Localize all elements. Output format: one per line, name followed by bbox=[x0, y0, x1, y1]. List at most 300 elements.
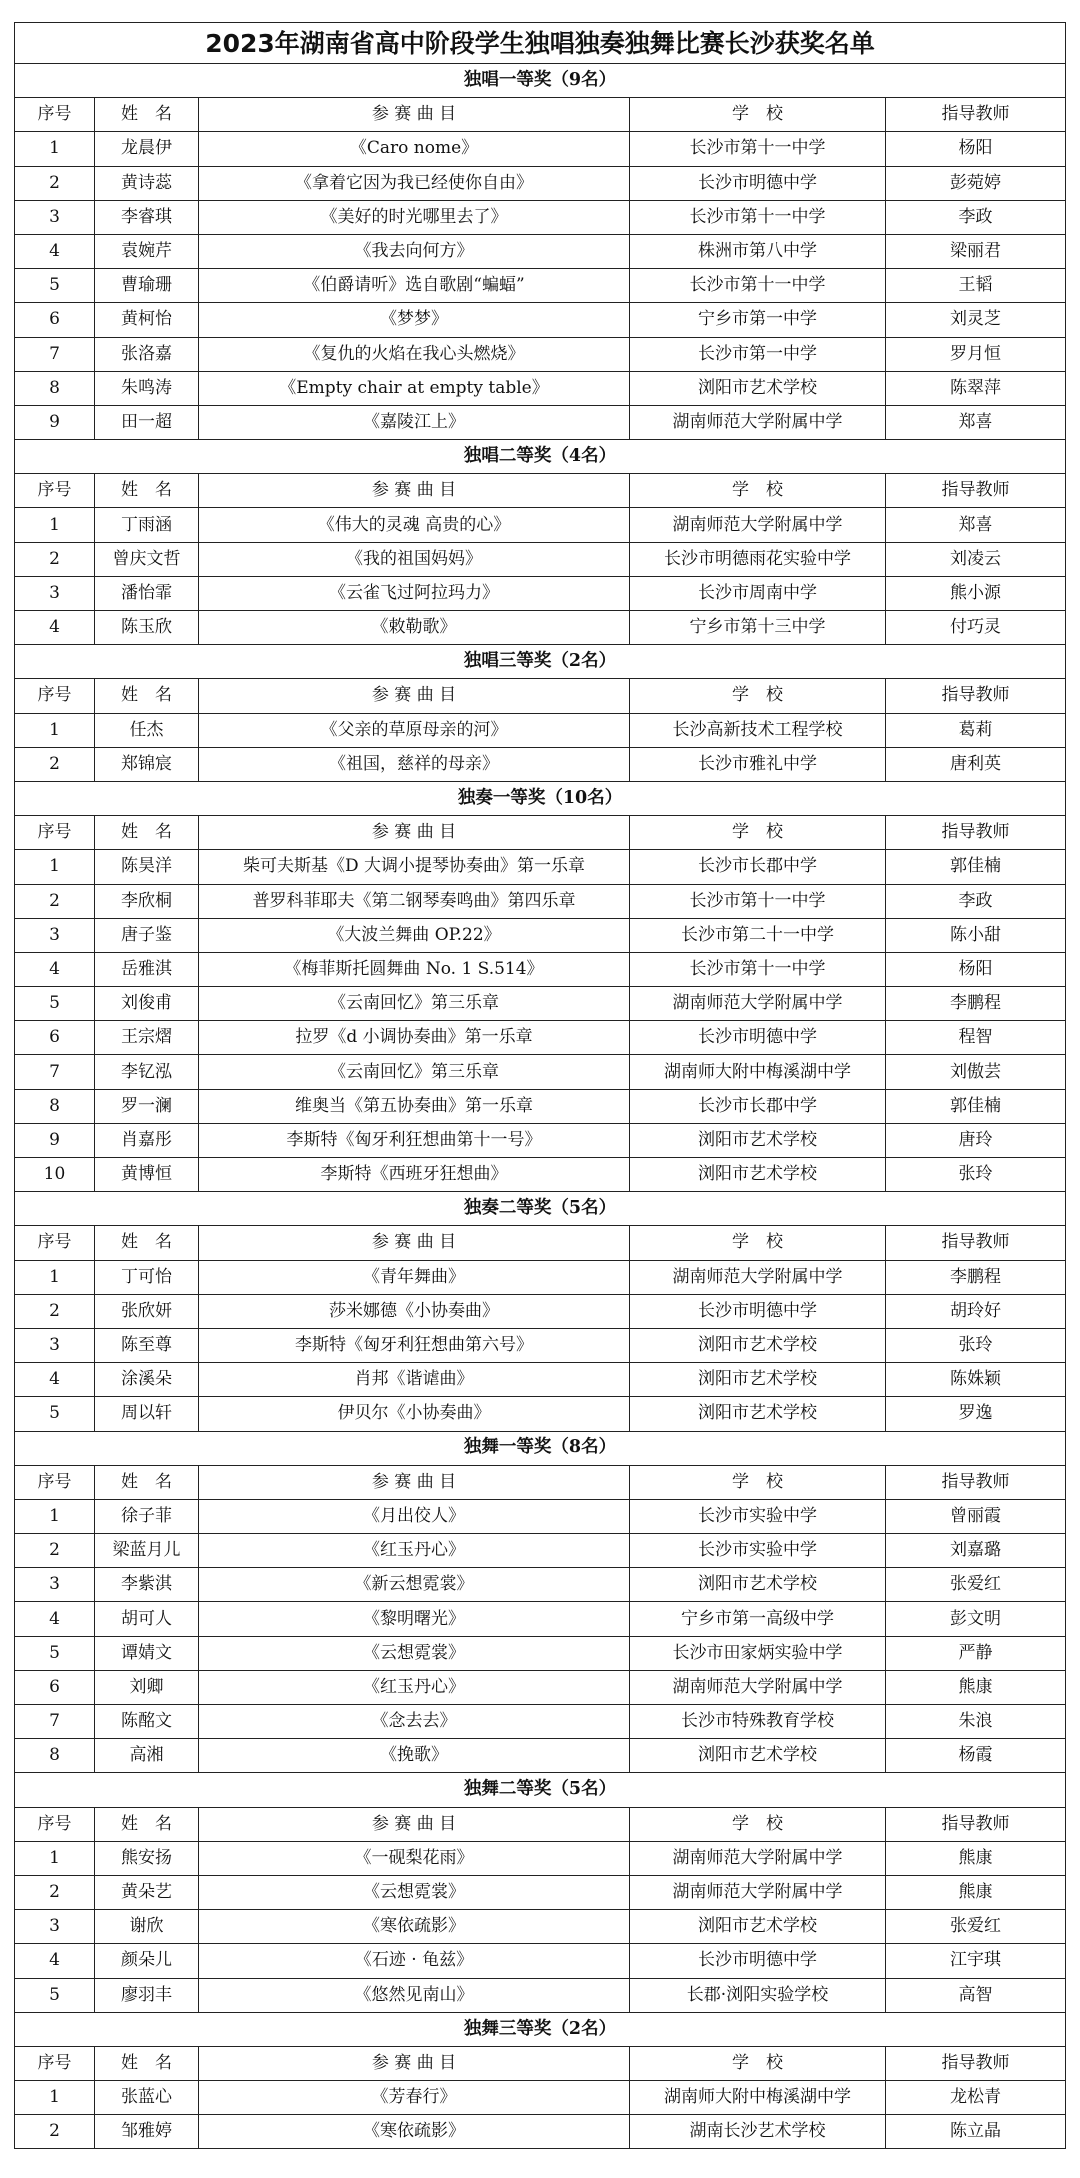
rank-cell: 2 bbox=[15, 542, 95, 576]
name-cell: 熊安扬 bbox=[95, 1841, 199, 1875]
piece-cell: 《红玉丹心》 bbox=[199, 1534, 630, 1568]
header-name: 姓 名 bbox=[95, 2046, 199, 2080]
rank-cell: 3 bbox=[15, 200, 95, 234]
table-row bbox=[15, 542, 1066, 576]
school-cell: 长沙市第十一中学 bbox=[630, 200, 886, 234]
school-cell: 浏阳市艺术学校 bbox=[630, 1328, 886, 1362]
section-heading: 独唱一等奖（9名） bbox=[15, 64, 1066, 98]
header-name: 姓 名 bbox=[95, 1226, 199, 1260]
rank-cell: 3 bbox=[15, 918, 95, 952]
piece-cell: 李斯特《匈牙利狂想曲第十一号》 bbox=[199, 1123, 630, 1157]
header-name: 姓 名 bbox=[95, 1465, 199, 1499]
piece-cell: 《云南回忆》第三乐章 bbox=[199, 987, 630, 1021]
header-teacher: 指导教师 bbox=[886, 816, 1066, 850]
rank-cell: 2 bbox=[15, 1875, 95, 1909]
piece-cell: 《Caro nome》 bbox=[199, 132, 630, 166]
title-row bbox=[15, 23, 1066, 64]
name-cell: 颜朵儿 bbox=[95, 1944, 199, 1978]
piece-cell: 《祖国，慈祥的母亲》 bbox=[199, 747, 630, 781]
name-cell: 陈玉欣 bbox=[95, 611, 199, 645]
teacher-cell: 梁丽君 bbox=[886, 234, 1066, 268]
header-rank: 序号 bbox=[15, 1226, 95, 1260]
piece-cell: 《挽歌》 bbox=[199, 1739, 630, 1773]
table-row bbox=[15, 200, 1066, 234]
teacher-cell: 郭佳楠 bbox=[886, 850, 1066, 884]
section-heading: 独舞二等奖（5名） bbox=[15, 1773, 1066, 1807]
table-row bbox=[15, 1568, 1066, 1602]
header-teacher: 指导教师 bbox=[886, 2046, 1066, 2080]
name-cell: 黄柯怡 bbox=[95, 303, 199, 337]
piece-cell: 《悠然见南山》 bbox=[199, 1978, 630, 2012]
name-cell: 徐子菲 bbox=[95, 1499, 199, 1533]
rank-cell: 6 bbox=[15, 303, 95, 337]
school-cell: 长沙市周南中学 bbox=[630, 576, 886, 610]
teacher-cell: 李鹏程 bbox=[886, 987, 1066, 1021]
piece-cell: 伊贝尔《小协奏曲》 bbox=[199, 1397, 630, 1431]
school-cell: 长沙市明德中学 bbox=[630, 1944, 886, 1978]
teacher-cell: 彭文明 bbox=[886, 1602, 1066, 1636]
table-row bbox=[15, 405, 1066, 439]
rank-cell: 1 bbox=[15, 132, 95, 166]
name-cell: 刘卿 bbox=[95, 1670, 199, 1704]
table-row bbox=[15, 303, 1066, 337]
name-cell: 李欣桐 bbox=[95, 884, 199, 918]
teacher-cell: 罗逸 bbox=[886, 1397, 1066, 1431]
rank-cell: 5 bbox=[15, 269, 95, 303]
teacher-cell: 李政 bbox=[886, 200, 1066, 234]
award-table-body bbox=[15, 23, 1066, 2149]
school-cell: 浏阳市艺术学校 bbox=[630, 371, 886, 405]
table-row bbox=[15, 371, 1066, 405]
rank-cell: 8 bbox=[15, 1739, 95, 1773]
teacher-cell: 郑喜 bbox=[886, 405, 1066, 439]
teacher-cell: 李鹏程 bbox=[886, 1260, 1066, 1294]
header-piece: 参 赛 曲 目 bbox=[199, 679, 630, 713]
table-row bbox=[15, 1055, 1066, 1089]
piece-cell: 《寒依疏影》 bbox=[199, 1910, 630, 1944]
teacher-cell: 胡玲好 bbox=[886, 1294, 1066, 1328]
piece-cell: 《云雀飞过阿拉玛力》 bbox=[199, 576, 630, 610]
name-cell: 袁婉芹 bbox=[95, 234, 199, 268]
header-teacher: 指导教师 bbox=[886, 98, 1066, 132]
school-cell: 浏阳市艺术学校 bbox=[630, 1397, 886, 1431]
rank-cell: 3 bbox=[15, 1328, 95, 1362]
teacher-cell: 杨霞 bbox=[886, 1739, 1066, 1773]
piece-cell: 《石迹 · 龟兹》 bbox=[199, 1944, 630, 1978]
section-heading: 独舞一等奖（8名） bbox=[15, 1431, 1066, 1465]
piece-cell: 李斯特《匈牙利狂想曲第六号》 bbox=[199, 1328, 630, 1362]
school-cell: 长沙市第一中学 bbox=[630, 337, 886, 371]
rank-cell: 2 bbox=[15, 2115, 95, 2149]
teacher-cell: 程智 bbox=[886, 1021, 1066, 1055]
table-row bbox=[15, 1534, 1066, 1568]
header-piece: 参 赛 曲 目 bbox=[199, 2046, 630, 2080]
table-row bbox=[15, 1123, 1066, 1157]
teacher-cell: 王韬 bbox=[886, 269, 1066, 303]
name-cell: 肖嘉彤 bbox=[95, 1123, 199, 1157]
school-cell: 湖南师范大学附属中学 bbox=[630, 405, 886, 439]
column-header-row bbox=[15, 1807, 1066, 1841]
header-rank: 序号 bbox=[15, 1465, 95, 1499]
header-piece: 参 赛 曲 目 bbox=[199, 1226, 630, 1260]
school-cell: 长沙市第十一中学 bbox=[630, 132, 886, 166]
school-cell: 长沙市明德中学 bbox=[630, 166, 886, 200]
name-cell: 黄博恒 bbox=[95, 1158, 199, 1192]
rank-cell: 1 bbox=[15, 850, 95, 884]
teacher-cell: 罗月恒 bbox=[886, 337, 1066, 371]
teacher-cell: 严静 bbox=[886, 1636, 1066, 1670]
teacher-cell: 龙松青 bbox=[886, 2081, 1066, 2115]
rank-cell: 1 bbox=[15, 1499, 95, 1533]
name-cell: 张欣妍 bbox=[95, 1294, 199, 1328]
teacher-cell: 高智 bbox=[886, 1978, 1066, 2012]
rank-cell: 1 bbox=[15, 1841, 95, 1875]
header-school: 学 校 bbox=[630, 1807, 886, 1841]
column-header-row bbox=[15, 474, 1066, 508]
school-cell: 长沙高新技术工程学校 bbox=[630, 713, 886, 747]
header-name: 姓 名 bbox=[95, 1807, 199, 1841]
header-rank: 序号 bbox=[15, 816, 95, 850]
table-row bbox=[15, 2115, 1066, 2149]
rank-cell: 7 bbox=[15, 337, 95, 371]
piece-cell: 《青年舞曲》 bbox=[199, 1260, 630, 1294]
rank-cell: 2 bbox=[15, 1534, 95, 1568]
rank-cell: 1 bbox=[15, 508, 95, 542]
piece-cell: 莎米娜德《小协奏曲》 bbox=[199, 1294, 630, 1328]
section-heading: 独唱二等奖（4名） bbox=[15, 440, 1066, 474]
teacher-cell: 郭佳楠 bbox=[886, 1089, 1066, 1123]
rank-cell: 1 bbox=[15, 713, 95, 747]
section-heading: 独唱三等奖（2名） bbox=[15, 645, 1066, 679]
name-cell: 李钇泓 bbox=[95, 1055, 199, 1089]
piece-cell: 《我去向何方》 bbox=[199, 234, 630, 268]
table-row bbox=[15, 1739, 1066, 1773]
column-header-row bbox=[15, 679, 1066, 713]
header-rank: 序号 bbox=[15, 679, 95, 713]
school-cell: 长沙市田家炳实验中学 bbox=[630, 1636, 886, 1670]
rank-cell: 9 bbox=[15, 1123, 95, 1157]
name-cell: 曹瑜珊 bbox=[95, 269, 199, 303]
teacher-cell: 陈立晶 bbox=[886, 2115, 1066, 2149]
piece-cell: 《黎明曙光》 bbox=[199, 1602, 630, 1636]
rank-cell: 7 bbox=[15, 1705, 95, 1739]
teacher-cell: 刘凌云 bbox=[886, 542, 1066, 576]
teacher-cell: 张玲 bbox=[886, 1158, 1066, 1192]
teacher-cell: 刘嘉璐 bbox=[886, 1534, 1066, 1568]
table-row bbox=[15, 508, 1066, 542]
header-name: 姓 名 bbox=[95, 816, 199, 850]
rank-cell: 2 bbox=[15, 884, 95, 918]
table-row bbox=[15, 576, 1066, 610]
header-piece: 参 赛 曲 目 bbox=[199, 1465, 630, 1499]
rank-cell: 9 bbox=[15, 405, 95, 439]
table-row bbox=[15, 850, 1066, 884]
table-row bbox=[15, 1397, 1066, 1431]
header-school: 学 校 bbox=[630, 1226, 886, 1260]
header-teacher: 指导教师 bbox=[886, 1465, 1066, 1499]
table-row bbox=[15, 1363, 1066, 1397]
teacher-cell: 刘灵芝 bbox=[886, 303, 1066, 337]
column-header-row bbox=[15, 2046, 1066, 2080]
column-header-row bbox=[15, 1465, 1066, 1499]
name-cell: 李紫淇 bbox=[95, 1568, 199, 1602]
teacher-cell: 江宇琪 bbox=[886, 1944, 1066, 1978]
school-cell: 浏阳市艺术学校 bbox=[630, 1739, 886, 1773]
table-row bbox=[15, 1944, 1066, 1978]
teacher-cell: 彭菀婷 bbox=[886, 166, 1066, 200]
piece-cell: 《云想霓裳》 bbox=[199, 1636, 630, 1670]
rank-cell: 3 bbox=[15, 1568, 95, 1602]
header-rank: 序号 bbox=[15, 98, 95, 132]
school-cell: 浏阳市艺术学校 bbox=[630, 1910, 886, 1944]
name-cell: 邹雅婷 bbox=[95, 2115, 199, 2149]
teacher-cell: 曾丽霞 bbox=[886, 1499, 1066, 1533]
school-cell: 长沙市实验中学 bbox=[630, 1534, 886, 1568]
column-header-row bbox=[15, 816, 1066, 850]
name-cell: 陈昊洋 bbox=[95, 850, 199, 884]
school-cell: 浏阳市艺术学校 bbox=[630, 1123, 886, 1157]
rank-cell: 5 bbox=[15, 987, 95, 1021]
award-list-document bbox=[14, 22, 1065, 2149]
section-heading: 独奏一等奖（10名） bbox=[15, 781, 1066, 815]
teacher-cell: 杨阳 bbox=[886, 132, 1066, 166]
header-school: 学 校 bbox=[630, 1465, 886, 1499]
table-row bbox=[15, 1841, 1066, 1875]
rank-cell: 7 bbox=[15, 1055, 95, 1089]
school-cell: 长沙市雅礼中学 bbox=[630, 747, 886, 781]
header-name: 姓 名 bbox=[95, 679, 199, 713]
header-teacher: 指导教师 bbox=[886, 679, 1066, 713]
section-heading-row bbox=[15, 1192, 1066, 1226]
name-cell: 郑锦宸 bbox=[95, 747, 199, 781]
piece-cell: 《嘉陵江上》 bbox=[199, 405, 630, 439]
rank-cell: 2 bbox=[15, 1294, 95, 1328]
rank-cell: 4 bbox=[15, 234, 95, 268]
table-row bbox=[15, 987, 1066, 1021]
teacher-cell: 唐利英 bbox=[886, 747, 1066, 781]
section-heading-row bbox=[15, 64, 1066, 98]
name-cell: 陈酩文 bbox=[95, 1705, 199, 1739]
table-row bbox=[15, 1260, 1066, 1294]
rank-cell: 8 bbox=[15, 371, 95, 405]
name-cell: 龙晨伊 bbox=[95, 132, 199, 166]
header-school: 学 校 bbox=[630, 816, 886, 850]
name-cell: 周以轩 bbox=[95, 1397, 199, 1431]
table-row bbox=[15, 1499, 1066, 1533]
rank-cell: 1 bbox=[15, 2081, 95, 2115]
name-cell: 张蓝心 bbox=[95, 2081, 199, 2115]
teacher-cell: 陈翠萍 bbox=[886, 371, 1066, 405]
piece-cell: 《梦梦》 bbox=[199, 303, 630, 337]
section-heading-row bbox=[15, 440, 1066, 474]
header-piece: 参 赛 曲 目 bbox=[199, 98, 630, 132]
school-cell: 湖南师范大学附属中学 bbox=[630, 508, 886, 542]
school-cell: 湖南师范大学附属中学 bbox=[630, 1841, 886, 1875]
name-cell: 罗一澜 bbox=[95, 1089, 199, 1123]
table-row bbox=[15, 713, 1066, 747]
table-row bbox=[15, 234, 1066, 268]
section-heading-row bbox=[15, 781, 1066, 815]
rank-cell: 2 bbox=[15, 747, 95, 781]
section-heading-row bbox=[15, 1773, 1066, 1807]
piece-cell: 普罗科菲耶夫《第二钢琴奏鸣曲》第四乐章 bbox=[199, 884, 630, 918]
table-row bbox=[15, 952, 1066, 986]
piece-cell: 《拿着它因为我已经使你自由》 bbox=[199, 166, 630, 200]
name-cell: 高湘 bbox=[95, 1739, 199, 1773]
piece-cell: 《念去去》 bbox=[199, 1705, 630, 1739]
name-cell: 刘俊甫 bbox=[95, 987, 199, 1021]
piece-cell: 《Empty chair at empty table》 bbox=[199, 371, 630, 405]
column-header-row bbox=[15, 1226, 1066, 1260]
header-school: 学 校 bbox=[630, 679, 886, 713]
piece-cell: 《复仇的火焰在我心头燃烧》 bbox=[199, 337, 630, 371]
teacher-cell: 刘傲芸 bbox=[886, 1055, 1066, 1089]
piece-cell: 《大波兰舞曲 OP.22》 bbox=[199, 918, 630, 952]
table-row bbox=[15, 2081, 1066, 2115]
piece-cell: 《红玉丹心》 bbox=[199, 1670, 630, 1704]
school-cell: 长沙市特殊教育学校 bbox=[630, 1705, 886, 1739]
piece-cell: 《云想霓裳》 bbox=[199, 1875, 630, 1909]
rank-cell: 4 bbox=[15, 611, 95, 645]
school-cell: 长沙市明德中学 bbox=[630, 1021, 886, 1055]
table-row bbox=[15, 884, 1066, 918]
section-heading-row bbox=[15, 645, 1066, 679]
school-cell: 宁乡市第一中学 bbox=[630, 303, 886, 337]
rank-cell: 6 bbox=[15, 1021, 95, 1055]
school-cell: 宁乡市第一高级中学 bbox=[630, 1602, 886, 1636]
name-cell: 廖羽丰 bbox=[95, 1978, 199, 2012]
teacher-cell: 张玲 bbox=[886, 1328, 1066, 1362]
header-teacher: 指导教师 bbox=[886, 474, 1066, 508]
rank-cell: 3 bbox=[15, 1910, 95, 1944]
table-row bbox=[15, 1328, 1066, 1362]
header-rank: 序号 bbox=[15, 1807, 95, 1841]
school-cell: 长沙市第二十一中学 bbox=[630, 918, 886, 952]
school-cell: 长沙市第十一中学 bbox=[630, 952, 886, 986]
teacher-cell: 朱浪 bbox=[886, 1705, 1066, 1739]
name-cell: 陈至尊 bbox=[95, 1328, 199, 1362]
header-school: 学 校 bbox=[630, 474, 886, 508]
name-cell: 任杰 bbox=[95, 713, 199, 747]
teacher-cell: 唐玲 bbox=[886, 1123, 1066, 1157]
table-row bbox=[15, 1636, 1066, 1670]
table-row bbox=[15, 337, 1066, 371]
school-cell: 浏阳市艺术学校 bbox=[630, 1363, 886, 1397]
teacher-cell: 陈小甜 bbox=[886, 918, 1066, 952]
teacher-cell: 郑喜 bbox=[886, 508, 1066, 542]
table-row bbox=[15, 132, 1066, 166]
table-row bbox=[15, 1602, 1066, 1636]
piece-cell: 《寒依疏影》 bbox=[199, 2115, 630, 2149]
name-cell: 黄朵艺 bbox=[95, 1875, 199, 1909]
table-row bbox=[15, 1875, 1066, 1909]
rank-cell: 4 bbox=[15, 1363, 95, 1397]
table-row bbox=[15, 1670, 1066, 1704]
name-cell: 曾庆文哲 bbox=[95, 542, 199, 576]
name-cell: 胡可人 bbox=[95, 1602, 199, 1636]
school-cell: 浏阳市艺术学校 bbox=[630, 1158, 886, 1192]
school-cell: 长沙市明德中学 bbox=[630, 1294, 886, 1328]
school-cell: 宁乡市第十三中学 bbox=[630, 611, 886, 645]
rank-cell: 3 bbox=[15, 576, 95, 610]
table-row bbox=[15, 1021, 1066, 1055]
piece-cell: 李斯特《西班牙狂想曲》 bbox=[199, 1158, 630, 1192]
piece-cell: 《云南回忆》第三乐章 bbox=[199, 1055, 630, 1089]
school-cell: 湖南师范大学附属中学 bbox=[630, 1670, 886, 1704]
header-piece: 参 赛 曲 目 bbox=[199, 1807, 630, 1841]
table-row bbox=[15, 918, 1066, 952]
name-cell: 田一超 bbox=[95, 405, 199, 439]
name-cell: 潘怡霏 bbox=[95, 576, 199, 610]
rank-cell: 10 bbox=[15, 1158, 95, 1192]
rank-cell: 1 bbox=[15, 1260, 95, 1294]
name-cell: 涂溪朵 bbox=[95, 1363, 199, 1397]
piece-cell: 《一砚梨花雨》 bbox=[199, 1841, 630, 1875]
table-row bbox=[15, 166, 1066, 200]
teacher-cell: 熊康 bbox=[886, 1875, 1066, 1909]
column-header-row bbox=[15, 98, 1066, 132]
piece-cell: 《伯爵请听》选自歌剧“蝙蝠” bbox=[199, 269, 630, 303]
header-school: 学 校 bbox=[630, 2046, 886, 2080]
name-cell: 张洛嘉 bbox=[95, 337, 199, 371]
school-cell: 长沙市第十一中学 bbox=[630, 269, 886, 303]
school-cell: 湖南师范大学附属中学 bbox=[630, 987, 886, 1021]
header-teacher: 指导教师 bbox=[886, 1226, 1066, 1260]
school-cell: 长沙市实验中学 bbox=[630, 1499, 886, 1533]
table-row bbox=[15, 747, 1066, 781]
school-cell: 湖南师范大学附属中学 bbox=[630, 1260, 886, 1294]
piece-cell: 《我的祖国妈妈》 bbox=[199, 542, 630, 576]
name-cell: 唐子鉴 bbox=[95, 918, 199, 952]
section-heading-row bbox=[15, 1431, 1066, 1465]
table-row bbox=[15, 269, 1066, 303]
rank-cell: 4 bbox=[15, 1602, 95, 1636]
name-cell: 丁雨涵 bbox=[95, 508, 199, 542]
header-rank: 序号 bbox=[15, 474, 95, 508]
school-cell: 湖南师范大学附属中学 bbox=[630, 1875, 886, 1909]
name-cell: 谭婧文 bbox=[95, 1636, 199, 1670]
section-heading: 独舞三等奖（2名） bbox=[15, 2012, 1066, 2046]
school-cell: 湖南师大附中梅溪湖中学 bbox=[630, 1055, 886, 1089]
school-cell: 湖南长沙艺术学校 bbox=[630, 2115, 886, 2149]
header-rank: 序号 bbox=[15, 2046, 95, 2080]
rank-cell: 4 bbox=[15, 952, 95, 986]
page-title: 2023年湖南省高中阶段学生独唱独奏独舞比赛长沙获奖名单 bbox=[15, 23, 1066, 64]
table-row bbox=[15, 611, 1066, 645]
name-cell: 岳雅淇 bbox=[95, 952, 199, 986]
rank-cell: 8 bbox=[15, 1089, 95, 1123]
piece-cell: 《美好的时光哪里去了》 bbox=[199, 200, 630, 234]
teacher-cell: 张爱红 bbox=[886, 1568, 1066, 1602]
rank-cell: 2 bbox=[15, 166, 95, 200]
piece-cell: 维奥当《第五协奏曲》第一乐章 bbox=[199, 1089, 630, 1123]
table-row bbox=[15, 1294, 1066, 1328]
table-row bbox=[15, 1910, 1066, 1944]
piece-cell: 肖邦《谐谑曲》 bbox=[199, 1363, 630, 1397]
header-school: 学 校 bbox=[630, 98, 886, 132]
piece-cell: 《芳春行》 bbox=[199, 2081, 630, 2115]
name-cell: 谢欣 bbox=[95, 1910, 199, 1944]
teacher-cell: 张爱红 bbox=[886, 1910, 1066, 1944]
school-cell: 株洲市第八中学 bbox=[630, 234, 886, 268]
table-row bbox=[15, 1158, 1066, 1192]
school-cell: 湖南师大附中梅溪湖中学 bbox=[630, 2081, 886, 2115]
name-cell: 王宗熠 bbox=[95, 1021, 199, 1055]
school-cell: 长沙市明德雨花实验中学 bbox=[630, 542, 886, 576]
rank-cell: 4 bbox=[15, 1944, 95, 1978]
award-table bbox=[14, 22, 1066, 2149]
rank-cell: 5 bbox=[15, 1978, 95, 2012]
